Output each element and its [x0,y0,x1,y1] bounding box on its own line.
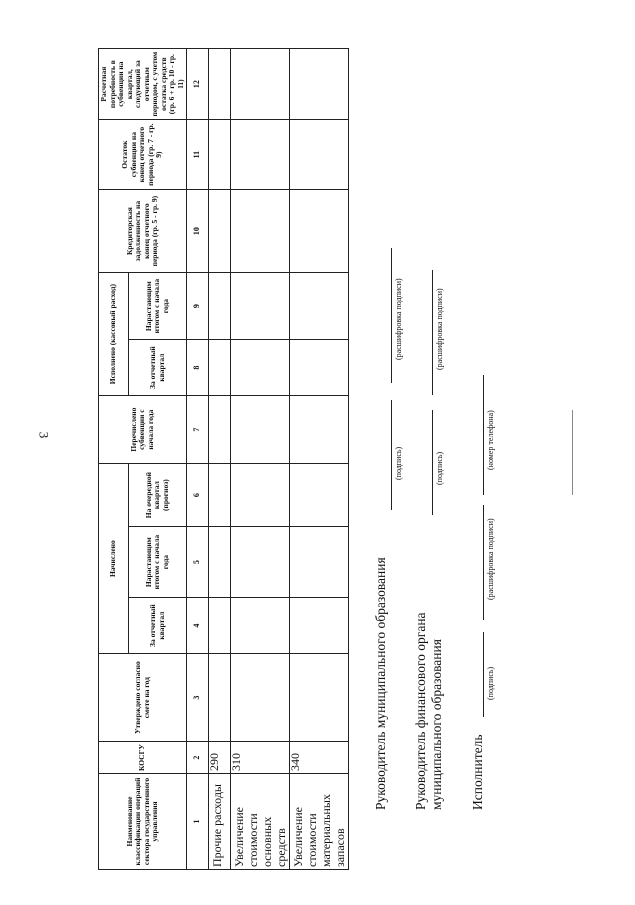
header-accrued-quarter: За отчетный квартал [129,598,187,654]
page-number: 3 [36,431,52,439]
signature-line[interactable] [483,632,484,717]
cell[interactable] [290,527,349,598]
header-approved: Утверждено согласно смете на год [99,654,187,742]
header-balance: Остаток субвенции на конец отчетного периода (гр. 7 - гр. 9) [99,120,187,190]
cell[interactable] [231,49,290,120]
cell[interactable] [209,273,231,340]
head-municipality-label: Руководитель муниципального образования [373,557,388,810]
caption-decoding: (расшифровка подписи) [394,278,403,360]
head-finance-label: Руководитель финансового органа [413,612,428,810]
header-execution: Исполнено (кассовый расход) [99,273,129,396]
col-num-11: 11 [187,120,209,190]
row-name: Увеличение стоимости основных средств [231,774,290,870]
col-num-2: 2 [187,742,209,774]
caption-signature: (подпись) [435,451,444,485]
cell[interactable] [209,654,231,742]
subvention-report-table [98,48,349,870]
cell[interactable] [231,120,290,190]
cell[interactable] [290,190,349,273]
row-code: 340 [290,742,349,774]
cell[interactable] [209,527,231,598]
header-accrued-cumulative: Нарастающим итогом с начала года [129,527,187,598]
cell[interactable] [209,598,231,654]
cell[interactable] [209,190,231,273]
caption-signature: (подпись) [394,446,403,480]
col-num-1: 1 [187,774,209,870]
signature-line[interactable] [432,410,433,515]
signature-line[interactable] [391,400,392,510]
cell[interactable] [290,49,349,120]
cell[interactable] [290,273,349,340]
table-row [290,49,349,870]
header-accrued: Начислено [99,464,129,654]
col-num-6: 6 [187,464,209,527]
decoding-line[interactable] [483,505,484,620]
col-num-4: 4 [187,598,209,654]
row-code: 290 [209,742,231,774]
caption-signature: (подпись) [486,666,495,700]
cell[interactable] [290,120,349,190]
row-name: Увеличение стоимости материальных запасов [290,774,349,870]
header-payables: Кредиторская задолженность на конец отчетного периода (гр. 5 - гр. 9) [99,190,187,273]
header-transferred: Перечислено субвенции с начала года [99,396,187,464]
cell[interactable] [290,396,349,464]
cell[interactable] [231,464,290,527]
cell[interactable] [231,654,290,742]
caption-decoding: (расшифровка подписи) [486,518,495,600]
cell[interactable] [231,396,290,464]
cell[interactable] [290,340,349,396]
phone-line[interactable] [483,375,484,495]
cell[interactable] [231,598,290,654]
col-num-12: 12 [187,49,209,120]
caption-phone: (номер телефона) [486,410,495,470]
col-num-8: 8 [187,340,209,396]
executor-label: Исполнитель [470,734,485,810]
cell[interactable] [209,396,231,464]
col-num-5: 5 [187,527,209,598]
header-accrued-next: На очередной квартал (прогноз) [129,464,187,527]
col-num-7: 7 [187,396,209,464]
decoding-line[interactable] [432,270,433,395]
head-finance-label-2: муниципального образования [429,639,444,810]
cell[interactable] [209,120,231,190]
cell[interactable] [231,340,290,396]
table-row [231,49,290,870]
caption-decoding: (расшифровка подписи) [435,288,444,370]
footer-rule [572,410,573,495]
cell[interactable] [290,654,349,742]
cell[interactable] [231,527,290,598]
row-name: Прочие расходы [209,774,231,870]
cell[interactable] [209,464,231,527]
col-num-9: 9 [187,273,209,340]
header-need: Расчетная потребность в субвенции на квартал, следующий за отчетным периодом, с учетом остатка средств (гр. 6 + гр. 10 - гр. 11) [99,49,187,120]
decoding-line[interactable] [391,248,392,383]
table-row [209,49,231,870]
header-kosgu: КОСГУ [99,742,187,774]
cell[interactable] [290,464,349,527]
cell[interactable] [290,598,349,654]
row-code: 310 [231,742,290,774]
header-exec-quarter: За отчетный квартал [129,340,187,396]
cell[interactable] [209,49,231,120]
cell[interactable] [231,273,290,340]
cell[interactable] [209,340,231,396]
header-exec-cumulative: Нарастающим итогом с начала года [129,273,187,340]
cell[interactable] [231,190,290,273]
col-num-10: 10 [187,190,209,273]
header-name: Наименование классификации операций сектора государственного управления [99,774,187,870]
col-num-3: 3 [187,654,209,742]
